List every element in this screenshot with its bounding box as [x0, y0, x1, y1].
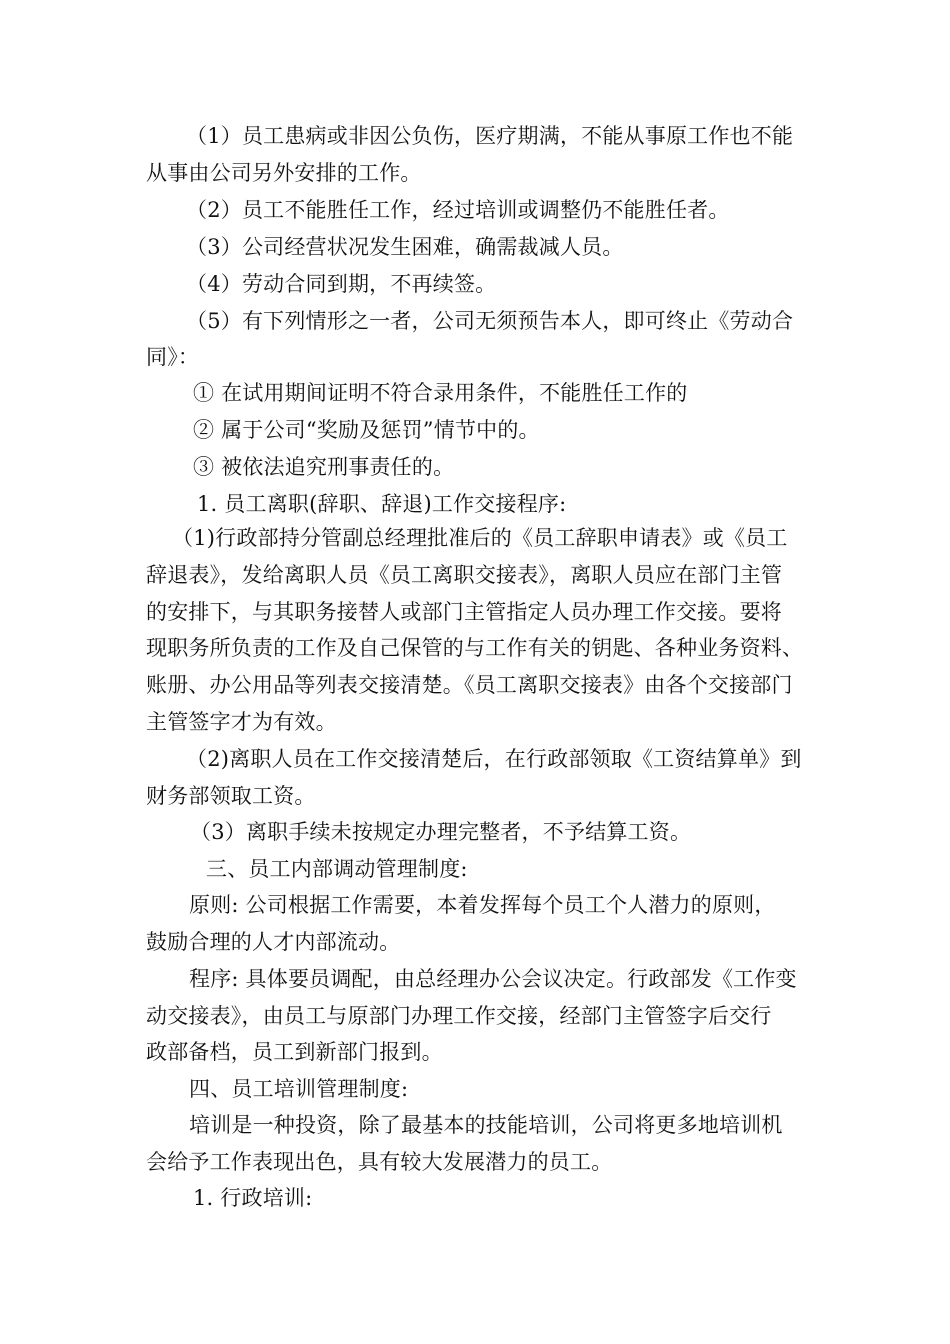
list-item: ① 在试用期间证明不符合录用条件，不能胜任工作的	[193, 381, 688, 405]
paragraph-line: 原则: 公司根据工作需要，本着发挥每个员工个人潜力的原则，	[189, 893, 776, 917]
section-heading: 1. 员工离职(辞职、辞退)工作交接程序:	[197, 492, 567, 516]
paragraph-line: 程序: 具体要员调配，由总经理办公会议决定。行政部发《工作变	[189, 967, 797, 991]
paragraph-line: （5）有下列情形之一者，公司无须预告本人，即可终止《劳动合	[186, 309, 794, 333]
paragraph-line: （1）员工患病或非因公负伤，医疗期满，不能从事原工作也不能	[186, 124, 794, 148]
paragraph-line: （1)行政部持分管副总经理批准后的《员工辞职申请表》或《员工	[172, 526, 788, 550]
paragraph-line: 动交接表》，由员工与原部门办理工作交接，经部门主管签字后交行	[146, 1004, 772, 1028]
paragraph-line: 政部备档，员工到新部门报到。	[146, 1040, 443, 1064]
paragraph-line: （3）公司经营状况发生困难，确需裁减人员。	[186, 235, 624, 259]
paragraph-line: 主管签字才为有效。	[146, 710, 337, 734]
paragraph-line: 现职务所负责的工作及自己保管的与工作有关的钥匙、各种业务资料、	[146, 636, 804, 660]
paragraph-line: （3）离职手续未按规定办理完整者，不予结算工资。	[190, 820, 692, 844]
paragraph-line: 会给予工作表现出色，具有较大发展潜力的员工。	[146, 1150, 613, 1174]
paragraph-line: （2）员工不能胜任工作，经过培训或调整仍不能胜任者。	[186, 198, 730, 222]
paragraph-line: （4）劳动合同到期，不再续签。	[186, 272, 497, 296]
paragraph-line: 鼓励合理的人才内部流动。	[146, 930, 401, 954]
list-item: ② 属于公司“奖励及惩罚”情节中的。	[193, 418, 540, 442]
list-item: ③ 被依法追究刑事责任的。	[193, 455, 455, 479]
paragraph-line: 财务部领取工资。	[146, 784, 316, 808]
paragraph-line: 的安排下，与其职务接替人或部门主管指定人员办理工作交接。要将	[146, 600, 782, 624]
paragraph-line: 同》：	[146, 345, 200, 369]
section-heading: 三、员工内部调动管理制度:	[206, 857, 468, 881]
paragraph-line: 账册、办公用品等列表交接清楚。《员工离职交接表》由各个交接部门	[146, 673, 793, 697]
paragraph-line: 从事由公司另外安排的工作。	[146, 161, 422, 185]
paragraph-line: 辞退表》，发给离职人员《员工离职交接表》，离职人员应在部门主管	[146, 563, 783, 587]
paragraph-line: （2)离职人员在工作交接清楚后，在行政部领取《工资结算单》到	[186, 747, 802, 771]
section-heading: 1. 行政培训:	[193, 1186, 313, 1210]
paragraph-line: 培训是一种投资，除了最基本的技能培训，公司将更多地培训机	[189, 1113, 783, 1137]
section-heading: 四、员工培训管理制度:	[189, 1077, 409, 1101]
